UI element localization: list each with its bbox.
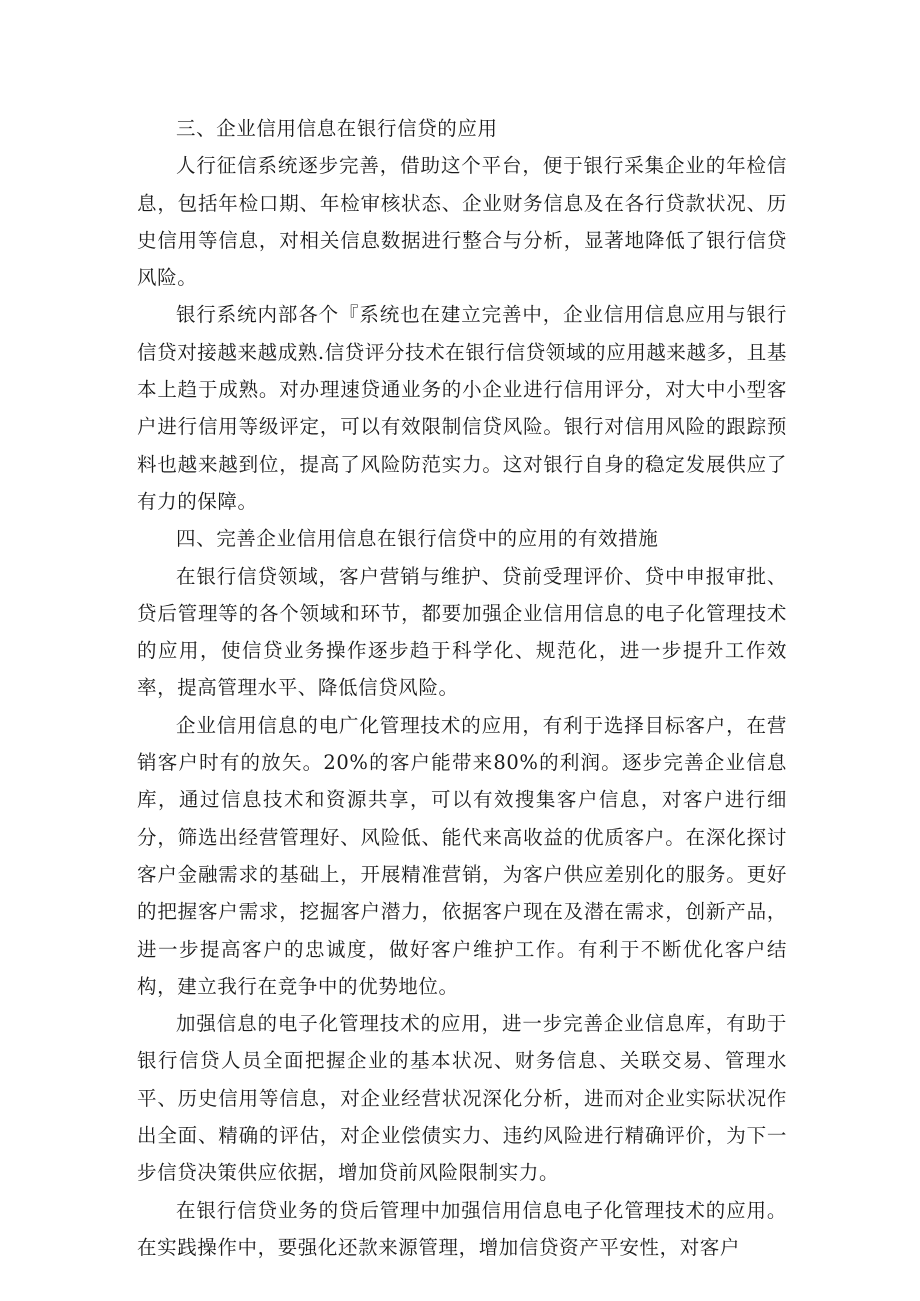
paragraph: 人行征信系统逐步完善，借助这个平台，便于银行采集企业的年检信息，包括年检口期、年检审核状态、企业财务信息及在各行贷款状况、历史信用等信息，对相关信息数据进行整合与分析，显著地降低了银行信贷风险。 xyxy=(137,154,787,290)
section-heading-3: 三、企业信用信息在银行信贷的应用 xyxy=(176,117,498,140)
paragraph: 在银行信贷业务的贷后管理中加强信用信息电子化管理技术的应用。在实践操作中，要强化还款来源管理，增加信贷资产平安性，对客户 xyxy=(137,1198,787,1259)
paragraph: 加强信息的电子化管理技术的应用，进一步完善企业信息库，有助于银行信贷人员全面把握企业的基本状况、财务信息、关联交易、管理水平、历史信用等信息，对企业经营状况深化分析，进而对企业实际状况作出全面、精确的评估，对企业偿债实力、违约风险进行精确评价，为下一步信贷决策供应依据，增加贷前风险限制实力。 xyxy=(137,1012,787,1185)
paragraph: 在银行信贷领域，客户营销与维护、贷前受理评价、贷中申报审批、贷后管理等的各个领域和环节，都要加强企业信用信息的电子化管理技术的应用，使信贷业务操作逐步趋于科学化、规范化，进一步提升工作效率，提高管理水平、降低信贷风险。 xyxy=(137,564,787,700)
paragraph: 企业信用信息的电广化管理技术的应用，有利于选择目标客户，在营销客户时有的放矢。20%的客户能带来80%的利润。逐步完善企业信息库，通过信息技术和资源共享，可以有效搜集客户信息，对客户进行细分，筛选出经营管理好、风险低、能代来高收益的优质客户。在深化探讨客户金融需求的基础上，开展精准营销，为客户供应差别化的服务。更好的把握客户需求，挖掘客户潜力，依据客户现在及潜在需求，创新产品，进一步提高客户的忠诚度，做好客户维护工作。有利于不断优化客户结构，建立我行在竞争中的优势地位。 xyxy=(137,713,787,998)
section-heading-4: 四、完善企业信用信息在银行信贷中的应用的有效措施 xyxy=(176,527,659,551)
document-body xyxy=(137,110,787,1266)
paragraph: 银行系统内部各个『系统也在建立完善中，企业信用信息应用与银行信贷对接越来越成熟.信贷评分技术在银行信贷领域的应用越来越多，且基本上趋于成熟。对办理速贷通业务的小企业进行信用评分，对大中小型客户进行信用等级评定，可以有效限制信贷风险。银行对信用风险的跟踪预料也越来越到位，提高了风险防范实力。这对银行自身的稳定发展供应了有力的保障。 xyxy=(137,303,787,513)
